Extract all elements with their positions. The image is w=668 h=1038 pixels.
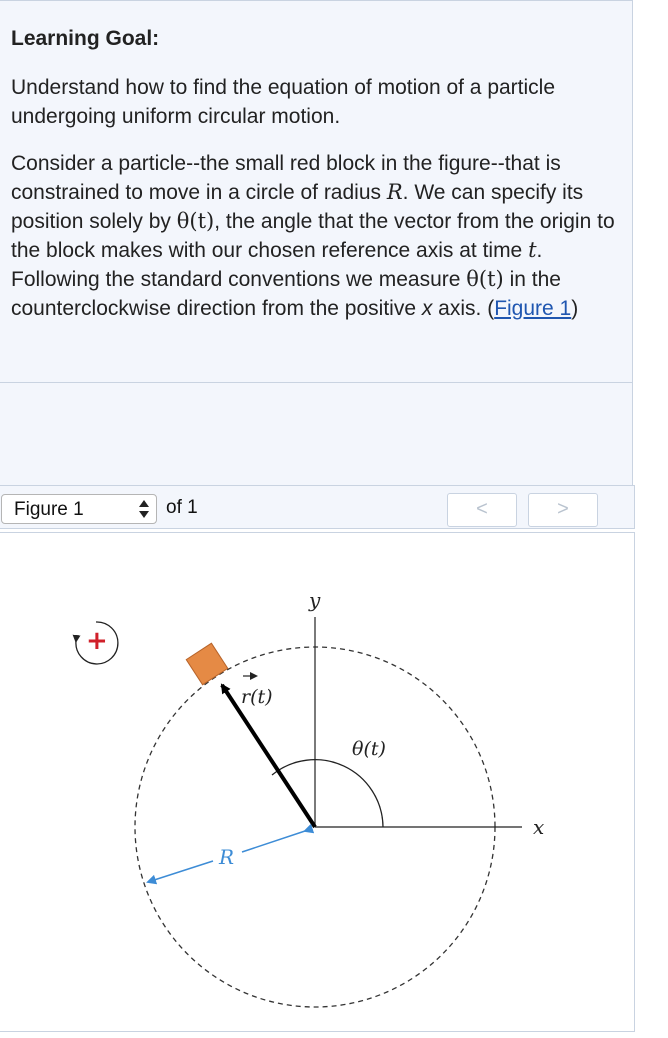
red-block: [186, 643, 227, 684]
learning-goal-panel: [0, 0, 633, 383]
learning-goal-statement: Understand how to find the equation of motion of a particle undergoing uniform circular motion.: [11, 76, 556, 128]
radius-arrow-left: [148, 861, 213, 882]
theta-symbol: θ(t): [176, 209, 215, 233]
figure-1-link[interactable]: Figure 1: [494, 297, 572, 320]
positive-direction-sign: +: [86, 626, 108, 656]
x-axis-label: x: [533, 815, 545, 839]
figure-select-value: Figure 1: [14, 499, 84, 520]
next-figure-button[interactable]: [528, 493, 598, 527]
intro-text: , the angle that the vector from the origin to the block makes with our chosen reference axis at time: [11, 210, 615, 262]
learning-goal-title: Learning Goal:: [11, 27, 160, 50]
figure-toolbar: [0, 485, 635, 529]
chevron-left-icon: <: [476, 498, 488, 520]
chevron-right-icon: >: [557, 498, 569, 520]
circular-motion-figure: [0, 533, 636, 1033]
intro-paragraph: [11, 149, 621, 323]
angle-label: θ(t): [352, 738, 386, 760]
radius-symbol: R: [386, 180, 403, 204]
figure-panel: [0, 532, 635, 1032]
angle-arc: [272, 760, 383, 827]
intro-text: ): [571, 297, 579, 320]
y-axis-label: y: [309, 588, 321, 612]
radius-label: R: [219, 845, 235, 869]
right-scrollbar-track[interactable]: [635, 0, 668, 1024]
x-symbol: x: [421, 297, 433, 320]
intro-text: . Following the standard conventions we measure: [11, 239, 543, 291]
intro-text: . We can specify its position solely by: [11, 181, 584, 233]
intro-text: axis. (: [432, 297, 495, 320]
time-symbol: t: [528, 238, 537, 262]
theta-symbol: θ(t): [466, 267, 504, 291]
panel-spacer: [0, 383, 633, 485]
previous-figure-button[interactable]: [447, 493, 517, 527]
position-vector-label: r(t): [241, 686, 273, 708]
figure-select[interactable]: [1, 494, 157, 524]
intro-text: Consider a particle--the small red block in the figure--that is constrained to move in a circle of radius: [11, 152, 561, 204]
figure-count-label: of 1: [166, 497, 198, 518]
select-arrows-icon: [138, 498, 150, 520]
radius-arrow-right: [242, 831, 305, 852]
intro-text: in the counterclockwise direction from the positive: [11, 268, 561, 320]
